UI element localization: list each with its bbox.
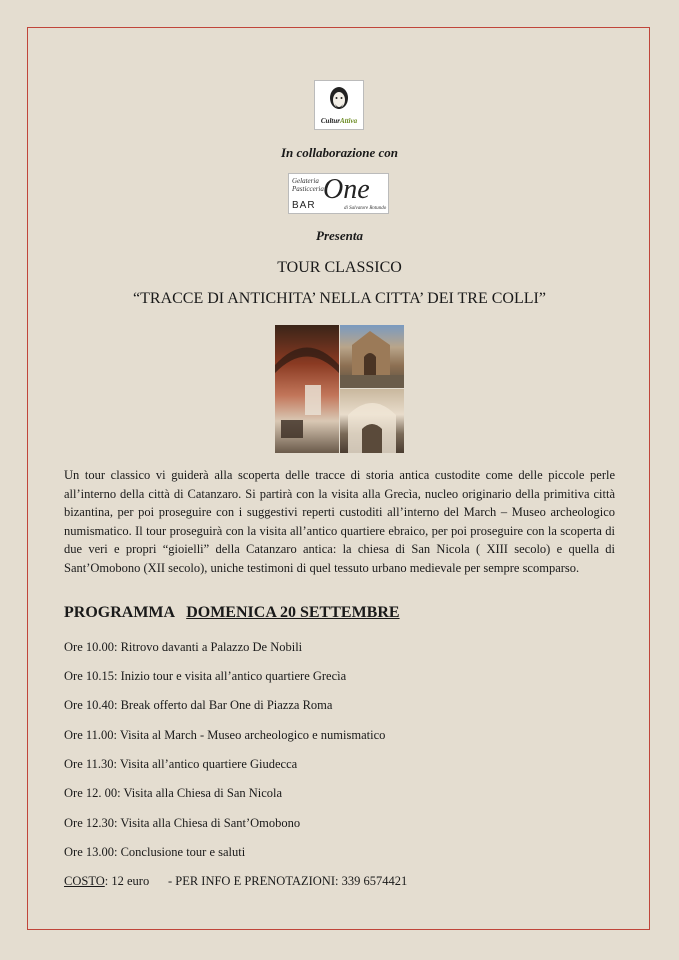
presenta-text: Presenta (316, 228, 363, 243)
schedule-item: Ore 12.30: Visita alla Chiesa di Sant’Omobono (64, 816, 301, 830)
cost-label: COSTO (64, 874, 105, 888)
culturattiva-logo (314, 80, 364, 130)
schedule-item: Ore 10.40: Break offerto dal Bar One di Piazza Roma (64, 698, 333, 712)
programma-label: PROGRAMMA (64, 604, 175, 621)
tour-subtitle: “TRACCE DI ANTICHITA’ NELLA CITTA’ DEI TRE COLLI” (133, 290, 546, 307)
church-interior-photo (340, 389, 404, 453)
programma-heading (64, 604, 400, 622)
schedule-item: Ore 10.15: Inizio tour e visita all’antico quartiere Grecìa (64, 669, 347, 683)
face-icon (325, 86, 353, 116)
schedule-item: Ore 12. 00: Visita alla Chiesa di San Nicola (64, 786, 283, 800)
bar-one-signature: di Salvatore Rotundo (344, 206, 387, 211)
bar-one-bar: BAR (292, 200, 316, 211)
cost-line (64, 874, 407, 889)
cost-value: : 12 euro (104, 874, 150, 888)
museum-interior-photo (275, 325, 339, 453)
bar-one-tagline: Gelateria Pasticceria (292, 177, 324, 193)
schedule-item: Ore 11.00: Visita al March - Museo archeologico e numismatico (64, 728, 386, 742)
tour-title: TOUR CLASSICO (277, 259, 402, 276)
schedule-item: Ore 13.00: Conclusione tour e saluti (64, 845, 246, 859)
programma-date: DOMENICA 20 SETTEMBRE (186, 604, 400, 621)
collaboration-text: In collaborazione con (280, 145, 398, 160)
booking-info: - PER INFO E PRENOTAZIONI: 339 6574421 (167, 874, 408, 888)
schedule-item: Ore 10.00: Ritrovo davanti a Palazzo De Nobili (64, 640, 303, 654)
bar-one-one: One (323, 174, 370, 205)
church-facade-photo (340, 325, 404, 388)
schedule-item: Ore 11.30: Visita all’antico quartiere Giudecca (64, 757, 298, 771)
culturattiva-wordmark: CulturAttiva (320, 116, 358, 125)
tour-description: Un tour classico vi guiderà alla scoperta delle tracce di storia antica custodite come delle piccole perle all’interno della città di Catanzaro. Si partirà con la visita alla Grecìa, nucleo originario della primitiva città bizantina, per poi proseguire con i suggestivi reperti custoditi all’interno del March – Museo archeologico numismatico. Il tour proseguirà con la visita all’antico quartiere ebraico, per poi proseguire con la scoperta di due veri e propri “gioielli” della Catanzaro antica: la chiesa di San Nicola ( XIII secolo) e quella di Sant’Omobono (XII secolo), uniche testimoni di quel tessuto urbano medievale per sempre scomparso. (64, 468, 615, 575)
bar-one-logo (288, 173, 389, 214)
